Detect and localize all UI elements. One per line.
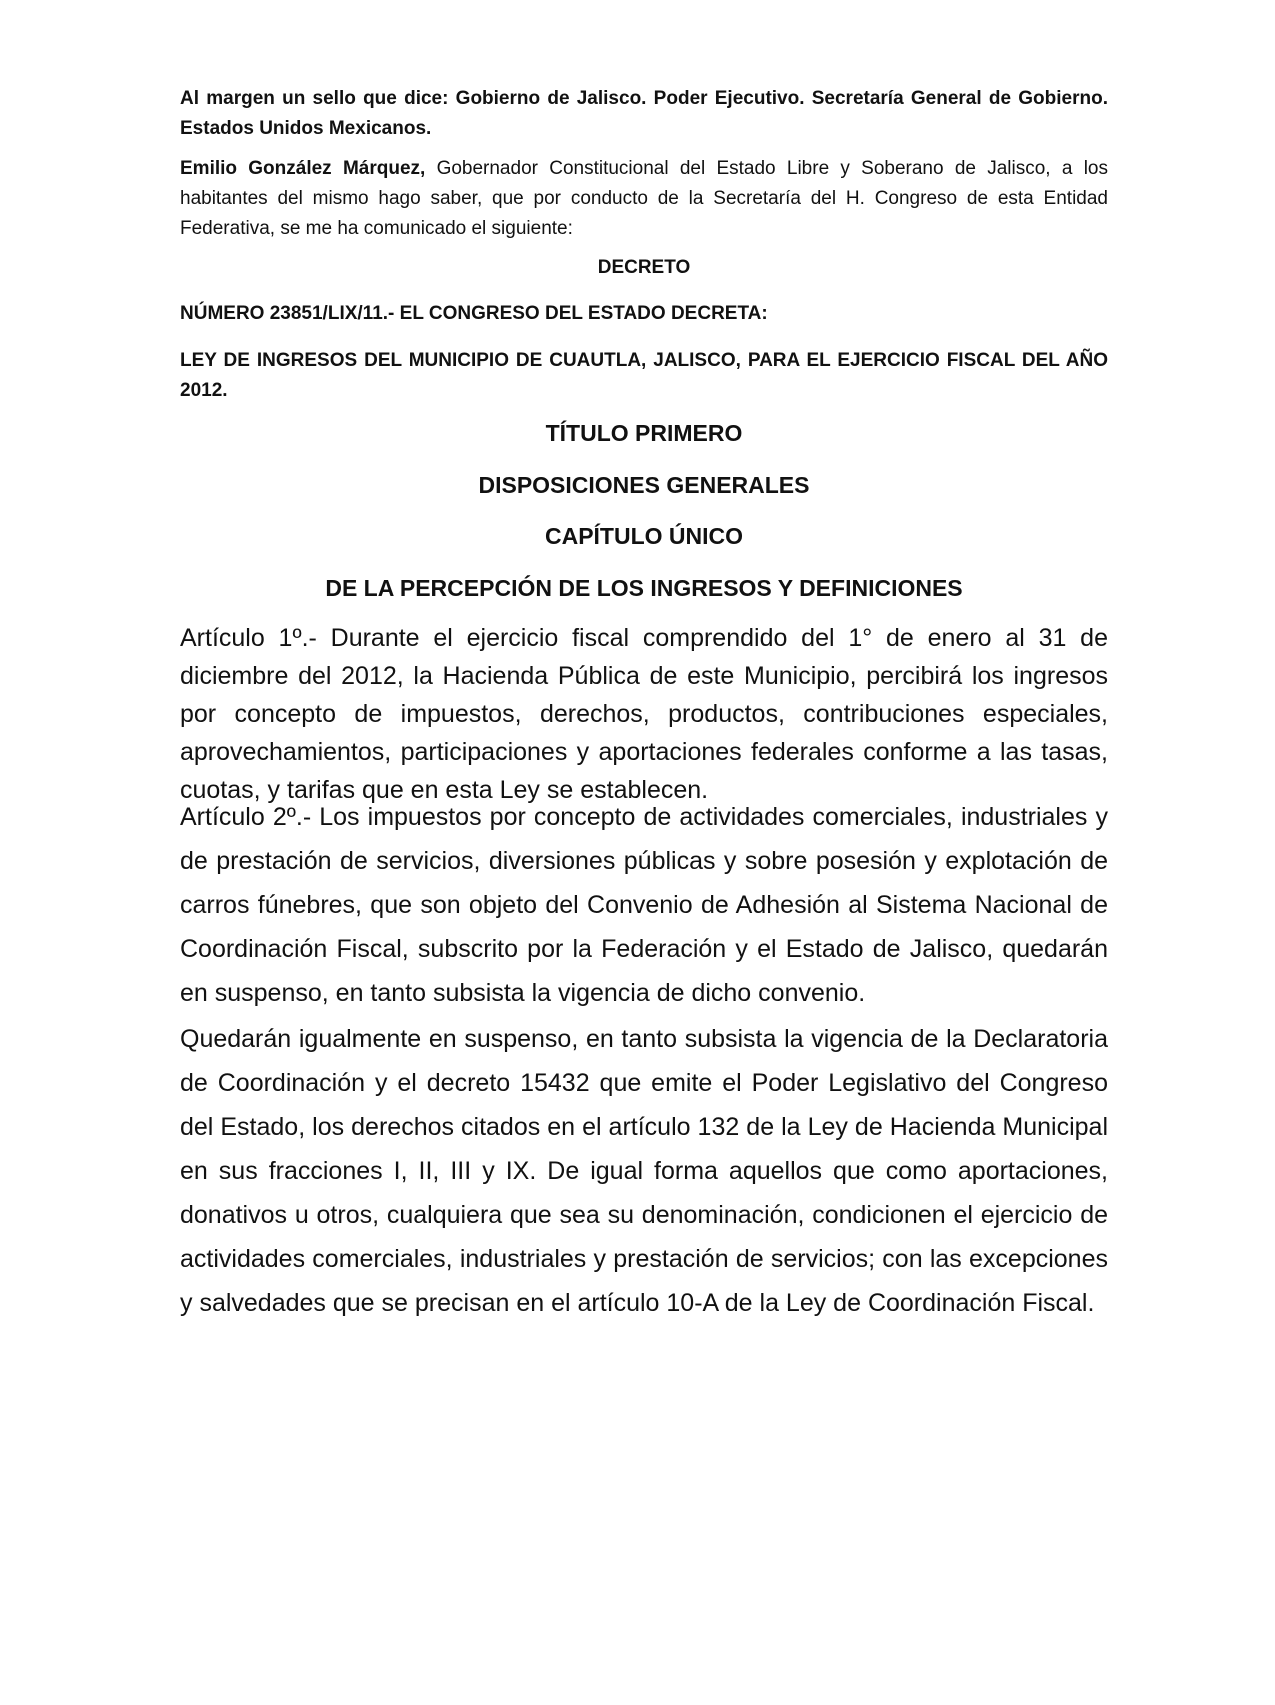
intro-paragraph bbox=[180, 154, 1108, 244]
article-2-paragraph-2: Quedarán igualmente en suspenso, en tanto subsista la vigencia de la Declaratoria de Coordinación y el decreto 15432 que emite el Poder Legislativo del Congreso del Estado, los derechos citados en el artículo 132 de la Ley de Hacienda Municipal en sus fracciones I, II, III y IX. De igual forma aquellos que como aportaciones, donativos u otros, cualquiera que sea su denominación, condicionen el ejercicio de actividades comerciales, industriales y prestación de servicios; con las excepciones y salvedades que se precisan en el artículo 10-A de la Ley de Coordinación Fiscal. bbox=[180, 1025, 1108, 1317]
heading-percepcion: DE LA PERCEPCIÓN DE LOS INGRESOS Y DEFINICIONES bbox=[325, 575, 963, 601]
governor-name: Emilio González Márquez, bbox=[180, 158, 426, 179]
decree-label: DECRETO bbox=[597, 257, 691, 278]
decree-number: NÚMERO 23851/LIX/11.- EL CONGRESO DEL ESTADO DECRETA: bbox=[180, 303, 768, 324]
heading-titulo: TÍTULO PRIMERO bbox=[545, 420, 743, 446]
margin-note: Al margen un sello que dice: Gobierno de Jalisco. Poder Ejecutivo. Secretaría General de Gobierno. Estados Unidos Mexicanos. bbox=[180, 88, 1108, 139]
article-1: Artículo 1º.- Durante el ejercicio fiscal comprendido del 1° de enero al 31 de diciembre del 2012, la Hacienda Pública de este Municipio, percibirá los ingresos por concepto de impuestos, derechos, productos, contribuciones especiales, aprovechamientos, participaciones y aportaciones federales conforme a las tasas, cuotas, y tarifas que en esta Ley se establecen. bbox=[180, 624, 1108, 804]
article-2: Artículo 2º.- Los impuestos por concepto de actividades comerciales, industriales y de prestación de servicios, diversiones públicas y sobre posesión y explotación de carros fúnebres, que son objeto del Convenio de Adhesión al Sistema Nacional de Coordinación Fiscal, subscrito por la Federación y el Estado de Jalisco, quedarán en suspenso, en tanto subsista la vigencia de dicho convenio. bbox=[180, 803, 1108, 1007]
law-title: LEY DE INGRESOS DEL MUNICIPIO DE CUAUTLA, JALISCO, PARA EL EJERCICIO FISCAL DEL AÑO 2012. bbox=[180, 350, 1108, 401]
heading-capitulo: CAPÍTULO ÚNICO bbox=[544, 523, 744, 549]
heading-disposiciones: DISPOSICIONES GENERALES bbox=[478, 472, 810, 498]
intro-text: Gobernador Constitucional del Estado Libre y Soberano de Jalisco, a los habitantes del mismo hago saber, que por conducto de la Secretaría del H. Congreso de esta Entidad Federativa, se me ha comunicado el siguiente: bbox=[180, 158, 1108, 239]
